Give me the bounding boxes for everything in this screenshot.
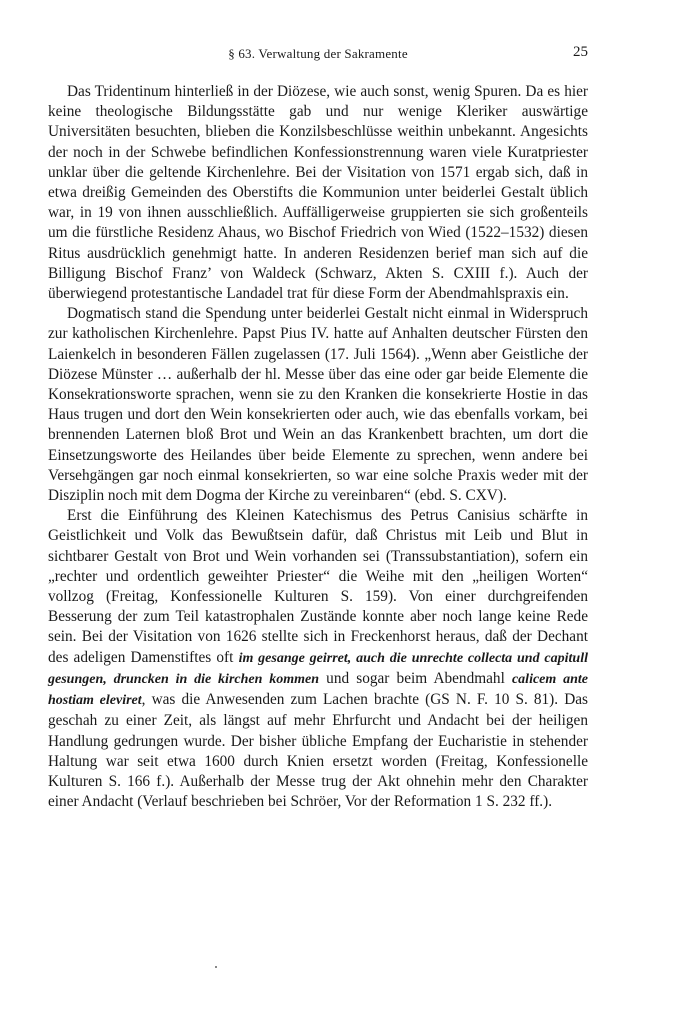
paragraph-1 (48, 82, 588, 304)
quoted-source-italic: calicem ante hostiam eleviret (48, 671, 588, 709)
text-run: , was die Anwesenden zum Lachen brachte (GS N. F. 10 S. 81). Das geschah zu einer Zeit, als längst auf mehr Ehrfurcht und Andacht bei der heiligen Handlung gedrungen wurde. Der bisher übliche Empfang der Eucharistie in stehender Haltung war seit etwa 1600 durch Knien ersetzt worden (Freitag, Konfessionelle Kulturen S. 166 f.). Außerhalb der Messe trug der Akt ohnehin mehr den Charakter einer Andacht (Verlauf beschrieben bei Schröer, Vor der Reformation 1 S. 232 ff.). (48, 691, 588, 811)
text-run: Das Tridentinum hinterließ in der Diözese, wie auch sonst, wenig Spuren. Da es hier keine theologische Bildungsstätte gab und nur wenige Kleriker auswärtige Universitäten besuchten, blieben die Konzilsbeschlüsse weithin unbekannt. Angesichts der noch in der Schwebe befindlichen Konfessionstrennung waren viele Kuratpriester unklar über die geltende Kirchenlehre. Bei der Visitation von 1571 ergab sich, daß in etwa dreißig Gemeinden des Oberstifts die Kommunion unter beiderlei Gestalt üblich war, in 19 von ihnen ausschließlich. Auffälligerweise gruppierten sie sich großenteils um die fürstliche Residenz Ahaus, wo Bischof Friedrich von Wied (1522–1532) diesen Ritus ausdrücklich genehmigt hatte. In anderen Residenzen berief man sich auf die Billigung Bischof Franz’ von Waldeck (Schwarz, Akten S. CXIII f.). Auch der überwiegend protestantische Landadel trat für diese Form der Abendmahlspraxis ein. (48, 83, 588, 303)
quoted-source-italic: im gesange geirret, auch die unrechte collecta und capitull gesungen, druncken in die kirchen kommen (48, 650, 588, 687)
text-run: Erst die Einführung des Kleinen Katechismus des Petrus Canisius schärfte in Geistlichkeit und Volk das Bewußtsein dafür, daß Christus mit Leib und Blut in sichtbarer Gestalt von Brot und Wein vorhanden sei (Transsubstantiation), sofern ein „rechter und ordentlich geweihter Priester“ die Weihe mit den „heiligen Worten“ vollzog (Freitag, Konfessionelle Kulturen S. 159). Von einer durchgreifenden Besserung der zum Teil katastrophalen Zustände konnte aber noch lange keine Rede sein. Bei der Visitation von 1626 stellte sich in Freckenhorst heraus, daß der Dechant des adeligen Damenstiftes oft (48, 507, 588, 666)
body-text (48, 82, 588, 812)
scan-speck (215, 966, 217, 968)
paragraph-3 (48, 506, 588, 812)
text-run: und sogar beim Abendmahl (319, 669, 512, 687)
running-head: § 63. Verwaltung der Sakramente (228, 46, 408, 61)
page-number: 25 (573, 44, 588, 60)
paragraph-2 (48, 304, 588, 506)
text-run: Dogmatisch stand die Spendung unter beiderlei Gestalt nicht einmal in Widerspruch zur katholischen Kirchenlehre. Papst Pius IV. hatte auf Anhalten deutscher Fürsten den Laienkelch in besonderen Fällen zugelassen (17. Juli 1564). „Wenn aber Geistliche der Diözese Münster … außerhalb der hl. Messe über das eine oder gar beide Elemente die Konsekrationsworte sprachen, wenn sie zu den Kranken die konsekrierte Hostie in das Haus trugen und dort den Wein konsekrierten oder auch, wie das ebenfalls vorkam, bei brennenden Laternen bloß Brot und Wein an das Krankenbett brachten, um dort die Einsetzungsworte des Heilandes über beide Elemente zu sprechen, wenn andere bei Versehgängen gar noch einmal konsekrierten, so war eine solche Praxis weder mit der Disziplin noch mit dem Dogma der Kirche zu vereinbaren“ (ebd. S. CXV). (48, 305, 588, 505)
